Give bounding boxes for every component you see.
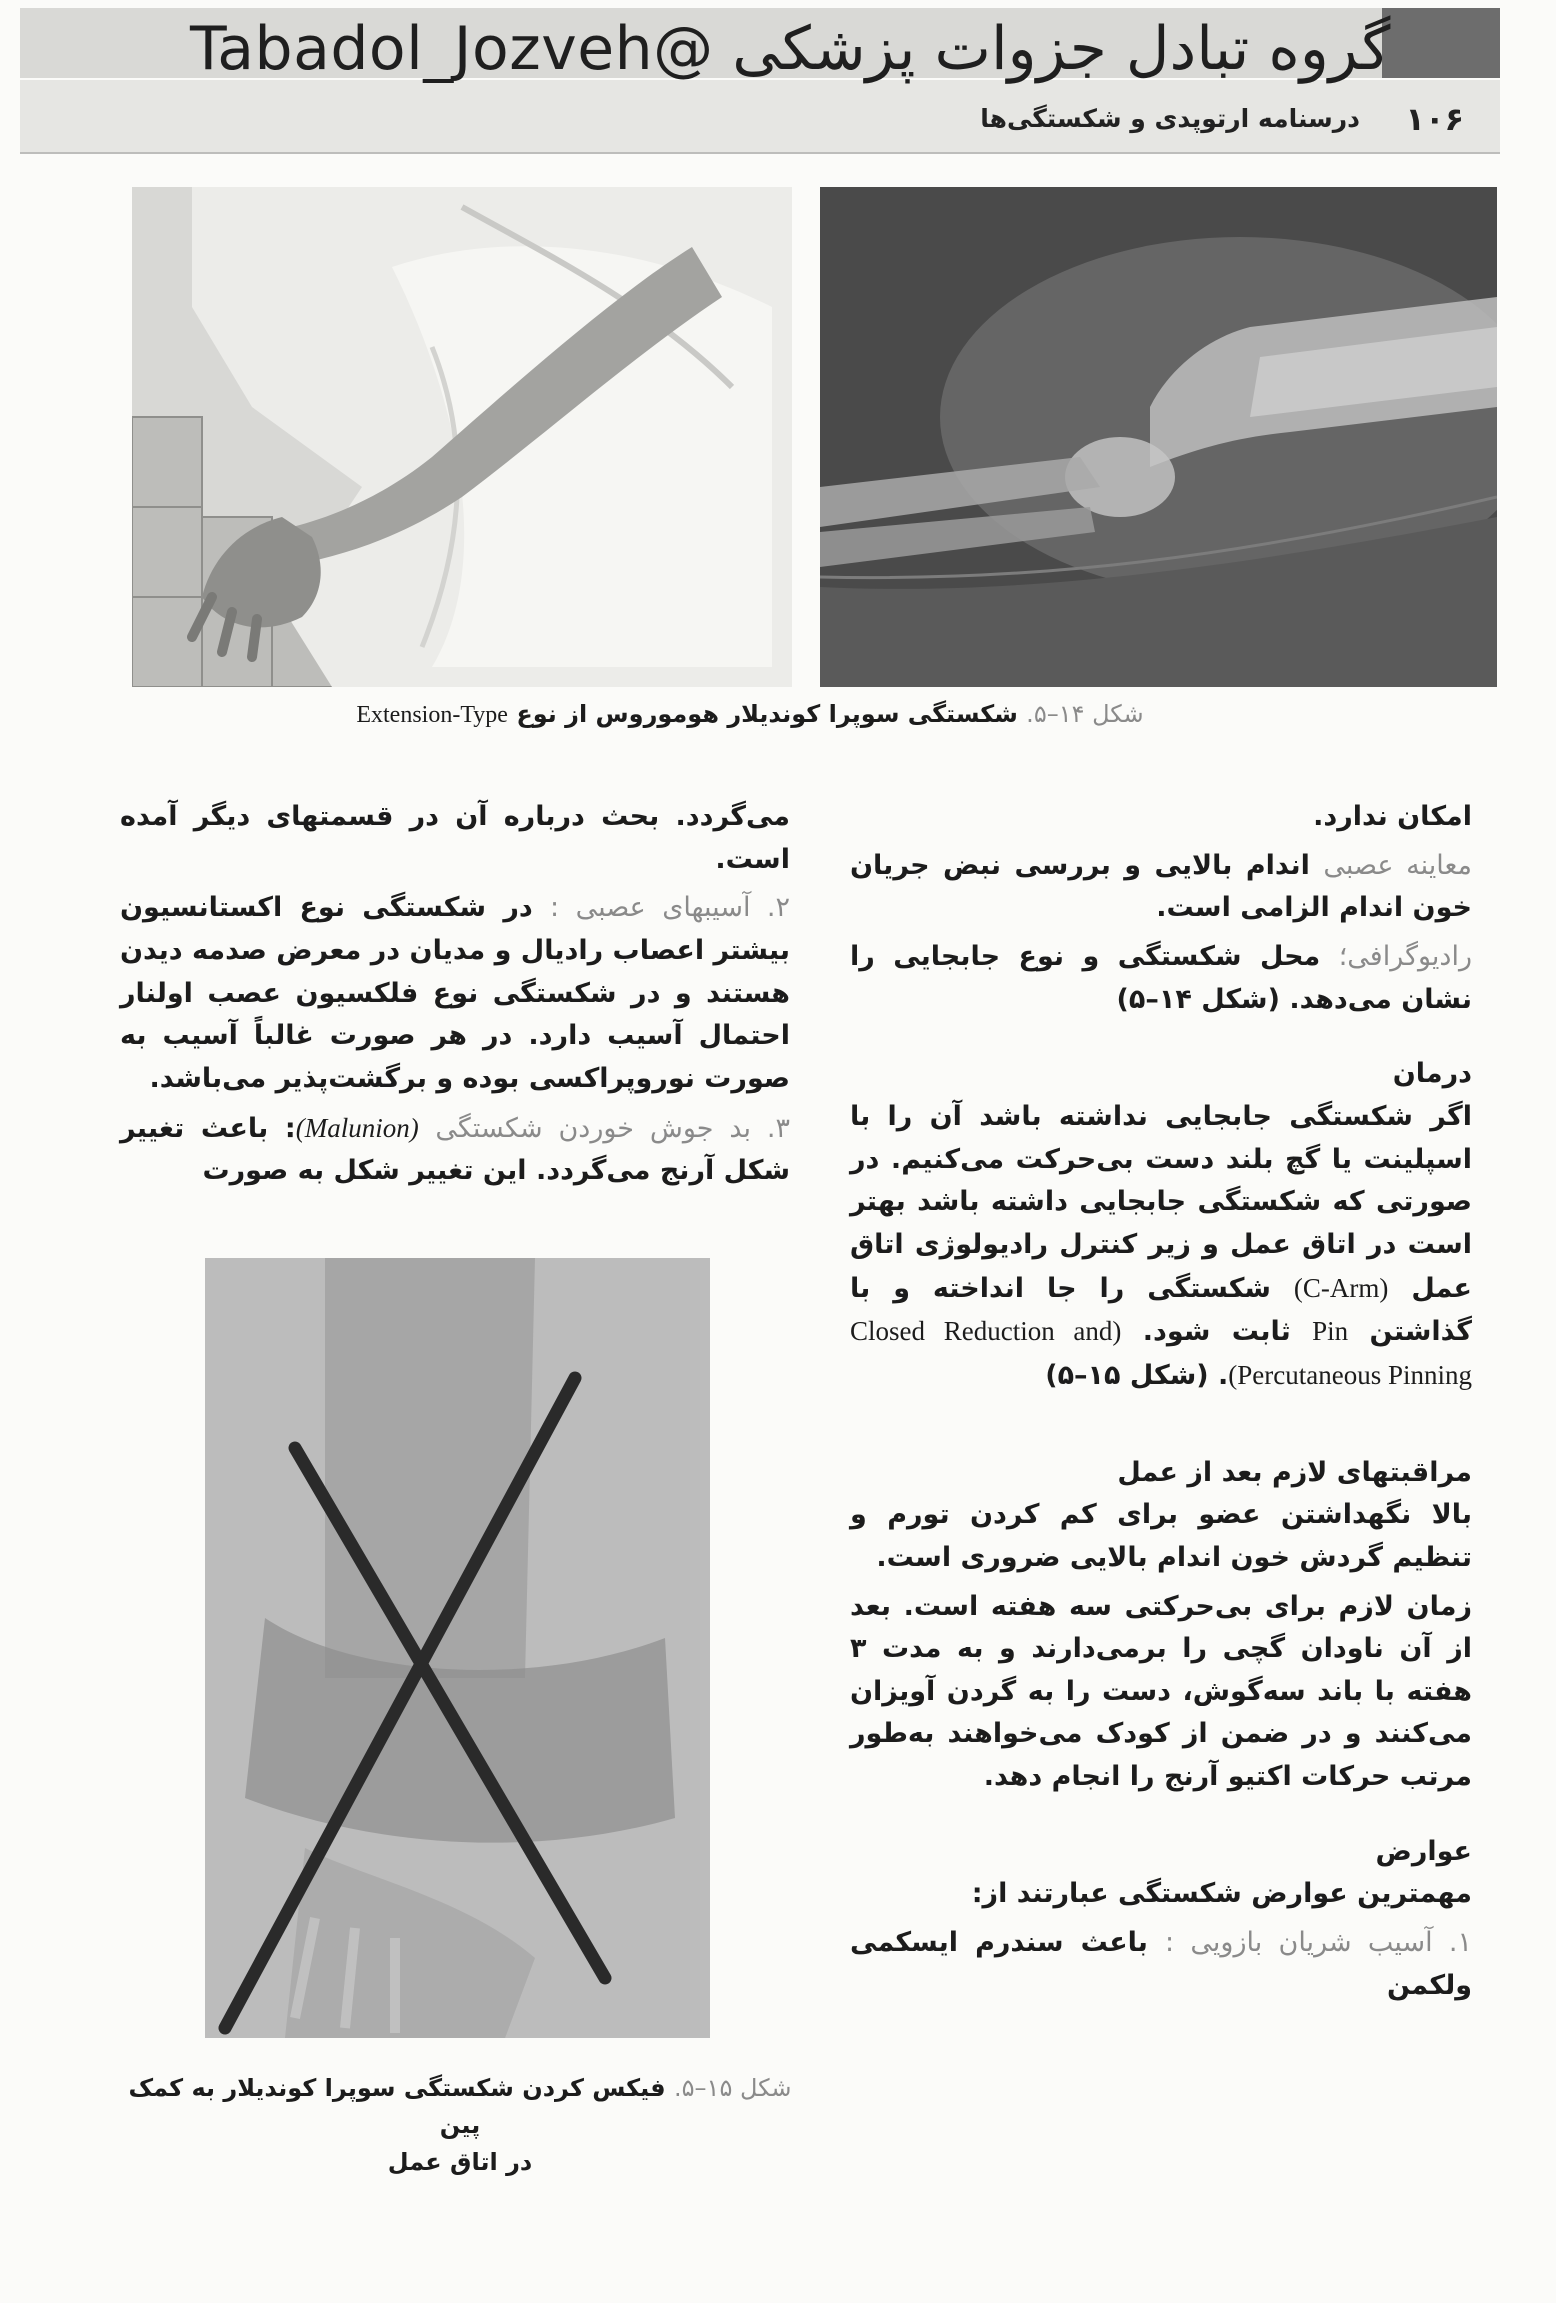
section-heading-postop: مراقبتهای لازم بعد از عمل <box>1117 1456 1472 1488</box>
list-item-text: در شکستگی نوع اکستانسیون بیشتر اعصاب رادیال و مدیان در معرض صدمه دیدن هستند و در شکستگی نوع فلکسیون عصب اولنار احتمال آسیب دارد. در هر صورت غالباً آسیب به صورت نوروپراکسی بوده و برگشت‌پذیر می‌باشد. <box>120 892 790 1094</box>
list-item-label: ۱. آسیب شریان بازویی : <box>1165 1927 1472 1959</box>
list-item <box>850 1922 1472 2007</box>
watermark-text: گروه تبادل جزوات پزشکی @Tabadol_Jozveh <box>190 14 1391 84</box>
figure15-pinning-xray <box>205 1258 710 2038</box>
figure14-caption <box>300 700 1200 729</box>
list-item-label: ۳. بد جوش خوردن شکستگی <box>435 1112 790 1144</box>
english-term: (Malunion) <box>295 1112 419 1143</box>
list-item-text: باعث سندرم ایسکمی ولکمن <box>850 1927 1472 2001</box>
figure15-caption-line2: در اتاق عمل <box>387 2148 533 2177</box>
list-item-text: : باعث تغییر شکل آرنج می‌گردد. این تغییر شکل به صورت <box>120 1112 790 1187</box>
paragraph-text: محل شکستگی و نوع جابجایی را نشان می‌دهد. (شکل ۱۴–۵) <box>850 940 1472 1015</box>
left-text-column <box>120 796 790 1199</box>
figure15-caption-line1 <box>120 2070 800 2144</box>
figure15-caption <box>120 2070 800 2182</box>
page-header <box>20 8 1500 156</box>
english-term: Percutaneous Pinning) <box>1228 1359 1472 1390</box>
figure15-label: شکل ۱۵–۵. <box>674 2074 792 2102</box>
figure14-caption-text: شکستگی سوپرا کوندیلار هوموروس از نوع <box>516 700 1018 728</box>
right-text-column <box>850 796 1472 2013</box>
list-item-label: ۲. آسیبهای عصبی : <box>550 892 791 924</box>
figure14-caption-en: Extension-Type <box>356 702 508 728</box>
list-item <box>120 1107 790 1193</box>
paragraph <box>850 845 1472 930</box>
header-corner-block <box>1382 8 1500 78</box>
figure14-arm-photo <box>132 187 792 687</box>
soft-term: رادیوگرافی؛ <box>1338 940 1472 972</box>
paragraph: می‌گردد. بحث درباره آن در قسمتهای دیگر آمده است. <box>120 801 790 875</box>
figure14-elbow-xray <box>820 187 1497 687</box>
elbow-xray-drawing <box>820 187 1497 687</box>
list-item <box>120 887 790 1100</box>
paragraph <box>850 936 1472 1021</box>
english-term: (C-Arm) <box>1293 1272 1389 1303</box>
pinning-xray-drawing <box>205 1258 710 2038</box>
section-heading-complications: عوارض <box>1375 1835 1472 1867</box>
paragraph-text: اندام بالایی و بررسی نبض جریان خون اندام الزامی است. <box>850 849 1472 924</box>
paragraph <box>850 1096 1472 1398</box>
paragraph: مهمترین عوارض شکستگی عبارتند از: <box>971 1878 1472 1910</box>
figure14-label: شکل ۱۴–۵. <box>1026 700 1144 728</box>
arm-photo-drawing <box>132 187 792 687</box>
paragraph-text: ثابت شود. <box>1142 1316 1291 1348</box>
english-term: (Closed Reduction and <box>850 1316 1122 1347</box>
book-title: درسنامه ارتوپدی و شکستگی‌ها <box>980 104 1360 133</box>
paragraph: امکان ندارد. <box>1313 801 1472 832</box>
paragraph: بالا نگهداشتن عضو برای کم کردن تورم و تنظیم گردش خون اندام بالایی ضروری است. <box>850 1499 1472 1573</box>
section-heading-treatment: درمان <box>1392 1058 1472 1090</box>
page-number: ۱۰۶ <box>1405 100 1464 138</box>
soft-term: معاینه عصبی <box>1323 849 1472 881</box>
figure15-caption-text: فیکس کردن شکستگی سوپرا کوندیلار به کمک پین <box>128 2074 666 2140</box>
paragraph-text: اگر شکستگی جابجایی نداشته باشد آن را با اسپلینت یا گچ بلند دست بی‌حرکت می‌کنیم. در صورتی که شکستگی جابجایی داشته باشد بهتر است در اتاق عمل و زیر کنترل رادیولوژی اتاق عمل <box>850 1100 1472 1304</box>
english-term: Pin <box>1312 1316 1349 1347</box>
paragraph-text: شکستگی را جا انداخته و با گذاشتن <box>850 1272 1472 1348</box>
paragraph: زمان لازم برای بی‌حرکتی سه هفته است. بعد از آن ناودان گچی را برمی‌دارند و به مدت ۳ هفته با باند سه‌گوش، دست را به گردن آویزان می‌کنند و در ضمن از کودک می‌خواهند به‌طور مرتب حرکات اکتیو آرنج را انجام دهد. <box>850 1590 1472 1793</box>
paragraph-text: . (شکل ۱۵–۵) <box>1045 1359 1229 1391</box>
